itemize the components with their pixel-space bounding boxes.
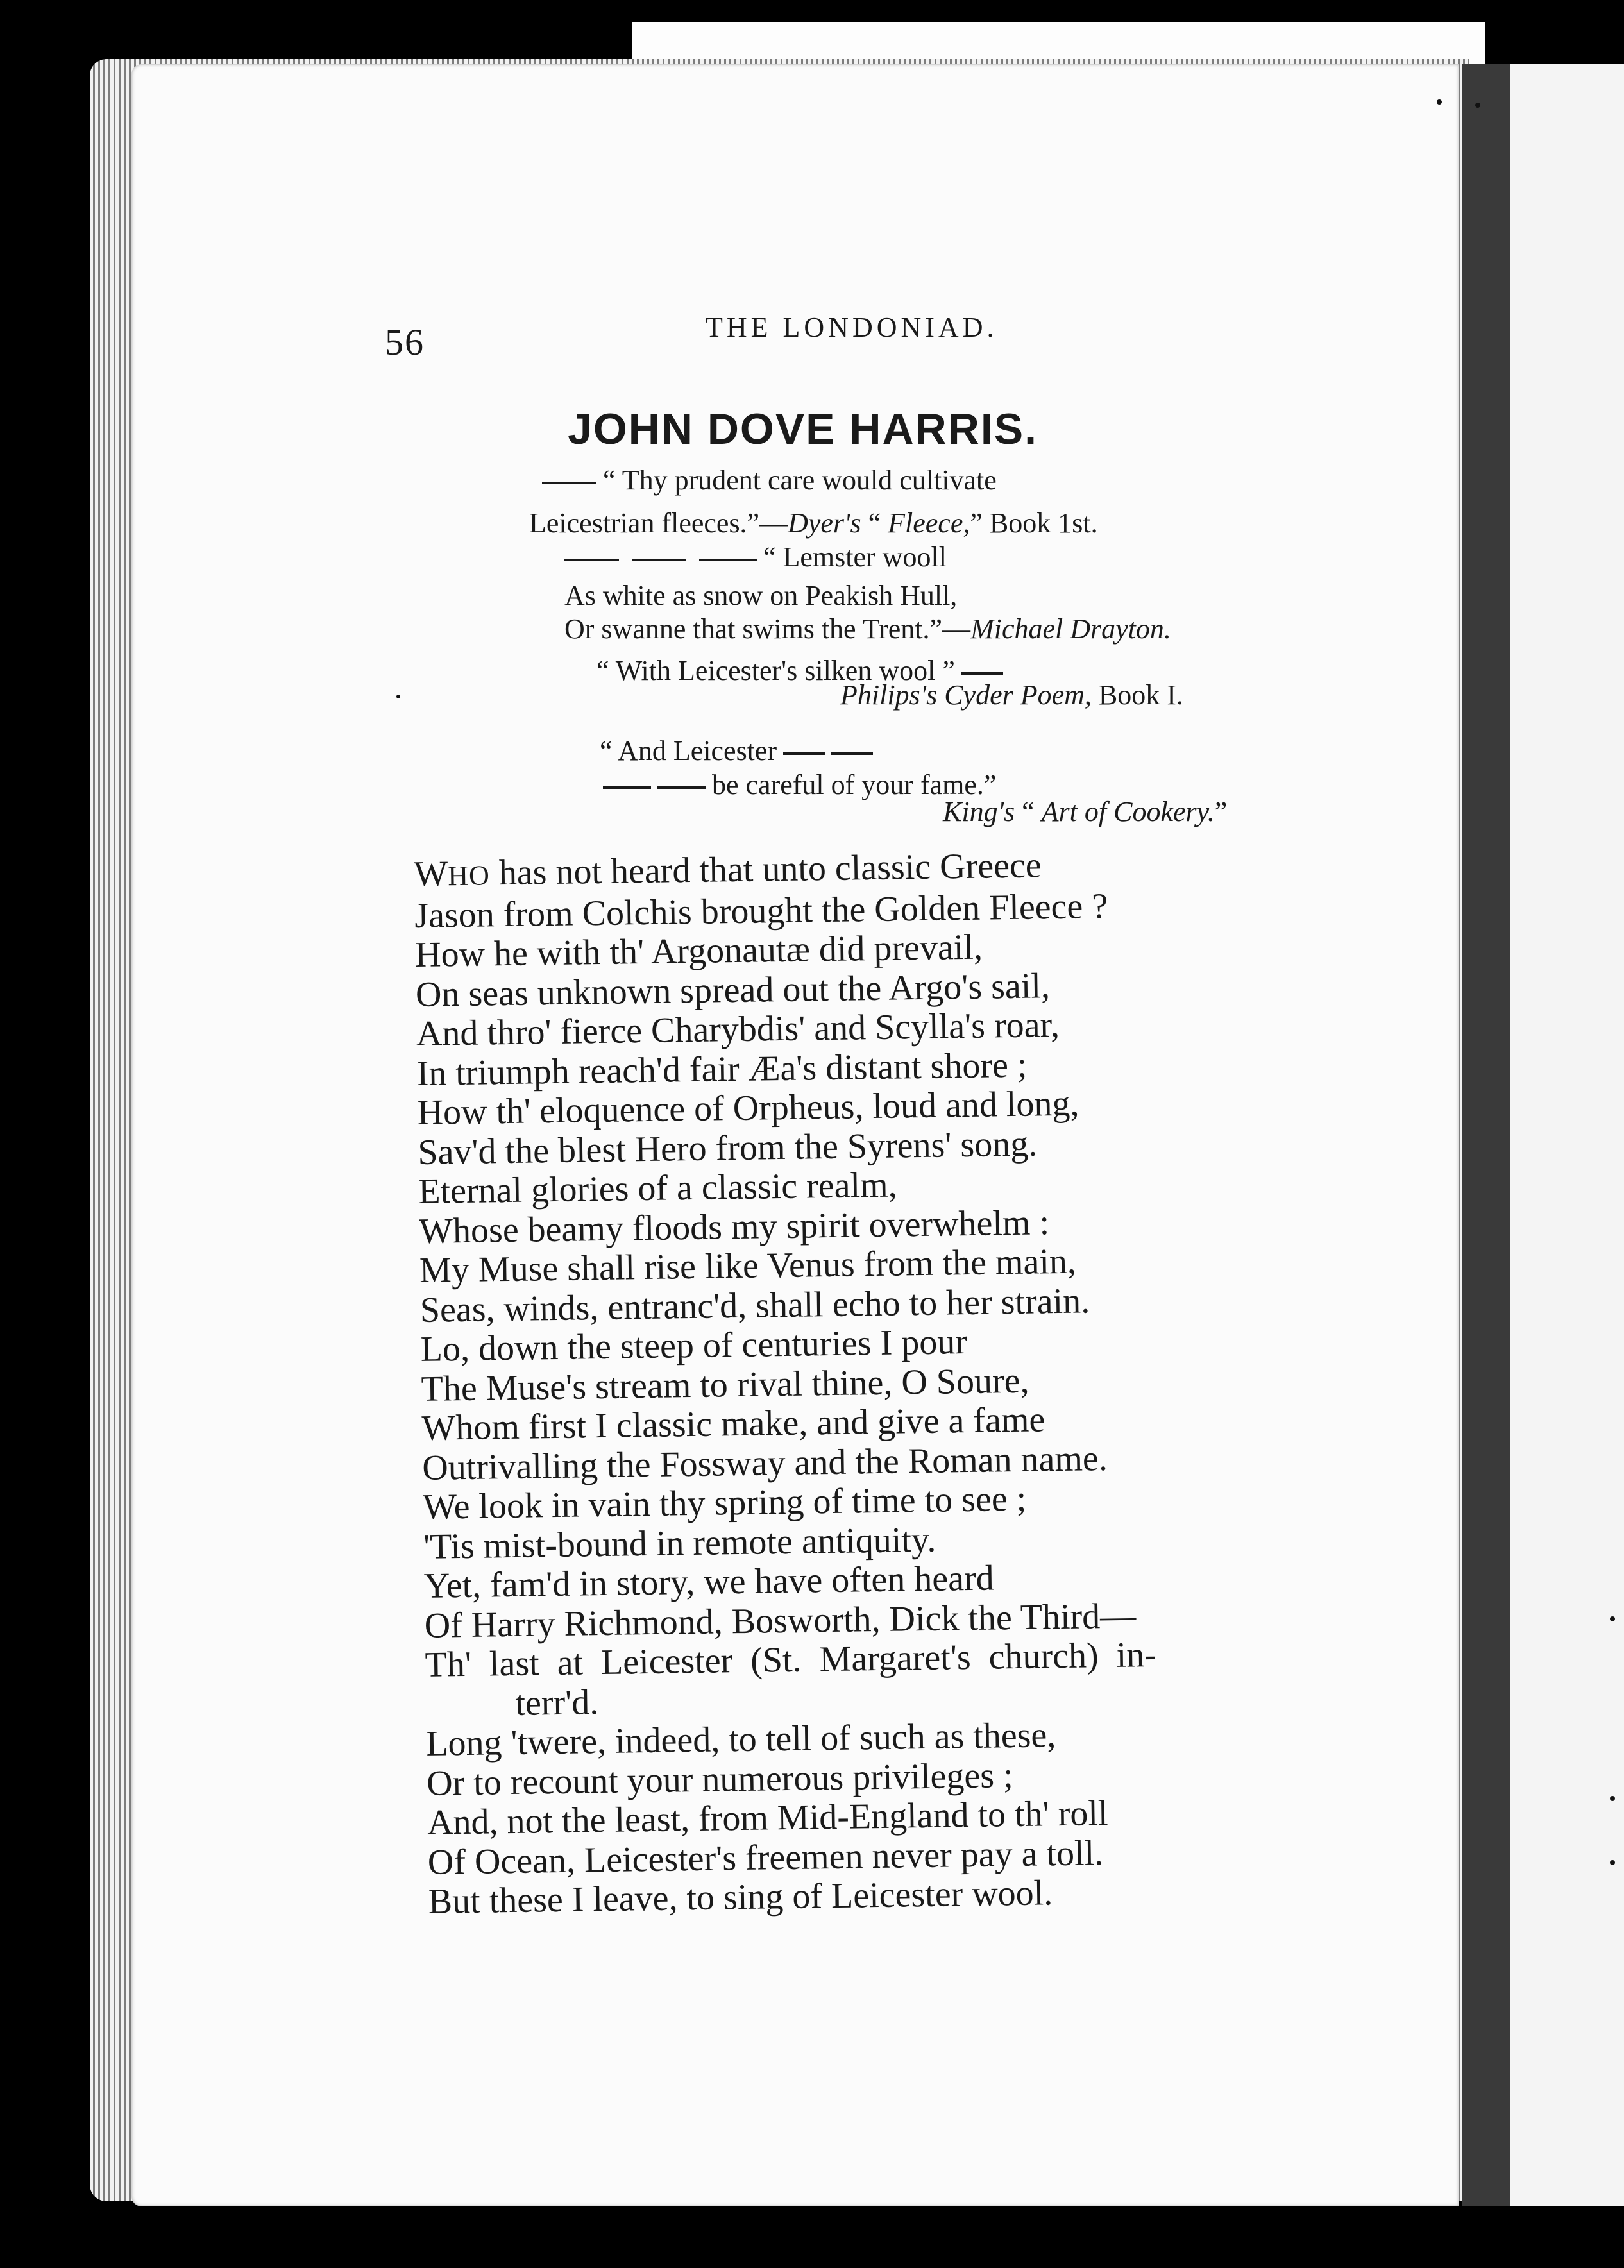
epigraph-text: “ And Leicester <box>600 735 777 766</box>
poem-line: terr'd. <box>515 1682 599 1723</box>
poem-line: In triumph reach'd fair Æa's distant shore ; <box>416 1045 1028 1094</box>
poem-line: The Muse's stream to rival thine, O Soure, <box>421 1360 1029 1409</box>
margin-speck <box>1610 1616 1615 1621</box>
em-rule <box>657 786 706 789</box>
book-gutter <box>1462 64 1510 2206</box>
poem-line: Whom first I classic make, and give a fame <box>421 1400 1045 1448</box>
poem-line: Long 'twere, indeed, to tell of such as these, <box>425 1715 1056 1764</box>
poem-line: And, not the least, from Mid-England to th' roll <box>427 1793 1108 1843</box>
poem-line: 'Tis mist-bound in remote antiquity. <box>423 1519 936 1567</box>
em-rule <box>603 786 651 789</box>
margin-speck <box>1610 1860 1615 1865</box>
em-rule <box>632 559 686 561</box>
epigraph-text: be careful of your fame.” <box>712 769 997 800</box>
poem-line: Sav'd the blest Hero from the Syrens' song. <box>418 1123 1038 1172</box>
epigraph-line <box>603 768 996 801</box>
poem-line: Seas, winds, entranc'd, shall echo to her strain. <box>419 1280 1090 1330</box>
margin-speck <box>1437 99 1442 105</box>
epigraph-text: Book I. <box>1091 679 1183 711</box>
facing-page-edge <box>1510 64 1624 2206</box>
epigraph-text: Or swanne that swims the Trent.”— <box>564 613 971 645</box>
poem-line: Jason from Colchis brought the Golden Fleece ? <box>414 886 1108 936</box>
poem-line: Eternal glories of a classic realm, <box>418 1165 898 1212</box>
epigraph-text: ” Book 1st. <box>970 507 1098 539</box>
small-caps: HO <box>447 859 491 892</box>
epigraph-line <box>558 541 947 573</box>
margin-speck <box>1610 1796 1615 1801</box>
epigraph-work: Fleece, <box>888 507 970 539</box>
poem-line: We look in vain thy spring of time to see ; <box>422 1478 1027 1527</box>
em-rule <box>542 482 596 484</box>
poem-line: How he with th' Argonautæ did prevail, <box>414 927 983 975</box>
em-rule <box>961 672 1003 675</box>
epigraph-author: King's <box>943 796 1015 827</box>
epigraph-text: “ Thy prudent care would cultivate <box>603 464 997 496</box>
epigraph-text: “ <box>861 507 888 539</box>
poem-line: Th' last at Leicester (St. Margaret's church) in- <box>425 1634 1157 1685</box>
epigraph-author: Michael Drayton. <box>970 613 1171 645</box>
chapter-title: JOHN DOVE HARRIS. <box>568 405 1038 453</box>
page-number: 56 <box>385 321 425 363</box>
em-rule <box>831 752 873 755</box>
poem-line: Of Ocean, Leicester's freemen never pay a toll. <box>427 1832 1104 1883</box>
poem-line: Outrivalling the Fossway and the Roman name. <box>421 1438 1108 1488</box>
poem-line: Yet, fam'd in story, we have often heard <box>423 1558 995 1606</box>
poem-line: And thro' fierce Charybdis' and Scylla's roar, <box>416 1004 1060 1054</box>
em-rule <box>699 559 757 561</box>
epigraph-line <box>529 507 1098 539</box>
poem-line: Whose beamy floods my spirit overwhelm : <box>418 1202 1050 1251</box>
poem-line: Or to recount your numerous privileges ; <box>426 1755 1014 1804</box>
epigraph-line <box>564 613 1171 645</box>
epigraph-text: ” <box>1214 796 1228 827</box>
epigraph-text: Leicestrian fleeces.”— <box>529 507 788 539</box>
drop-initial: W <box>413 854 448 894</box>
em-rule <box>564 559 619 561</box>
epigraph-line <box>536 464 997 496</box>
epigraph-line: As white as snow on Peakish Hull, <box>564 580 958 611</box>
epigraph-text: “ Lemster wooll <box>763 541 947 573</box>
poem-line: On seas unknown spread out the Argo's sail, <box>415 965 1051 1015</box>
poem-body <box>414 845 1160 1922</box>
margin-speck <box>396 695 400 698</box>
margin-speck <box>1475 103 1480 108</box>
epigraph-text: “ <box>1015 796 1042 827</box>
epigraph-work: Art of Cookery. <box>1041 796 1215 827</box>
poem-line: Lo, down the steep of centuries I pour <box>420 1322 968 1369</box>
epigraph-text: “ With Leicester's silken wool ” <box>596 655 955 686</box>
em-rule <box>783 752 825 755</box>
running-head: THE LONDONIAD. <box>706 312 998 343</box>
poem-line: How th' eloquence of Orpheus, loud and long, <box>417 1083 1079 1133</box>
epigraph-line <box>943 795 1227 828</box>
epigraph-line <box>840 679 1183 711</box>
epigraph-line <box>600 734 879 767</box>
poem-line: Of Harry Richmond, Bosworth, Dick the Third— <box>424 1595 1137 1646</box>
epigraph-author: Dyer's <box>788 507 861 539</box>
epigraph-work: Philips's Cyder Poem, <box>840 679 1092 711</box>
poem-text: has not heard that unto classic Greece <box>489 845 1042 893</box>
poem-line: My Muse shall rise like Venus from the main, <box>419 1241 1077 1291</box>
poem-line: But these I leave, to sing of Leicester wool. <box>428 1873 1053 1922</box>
